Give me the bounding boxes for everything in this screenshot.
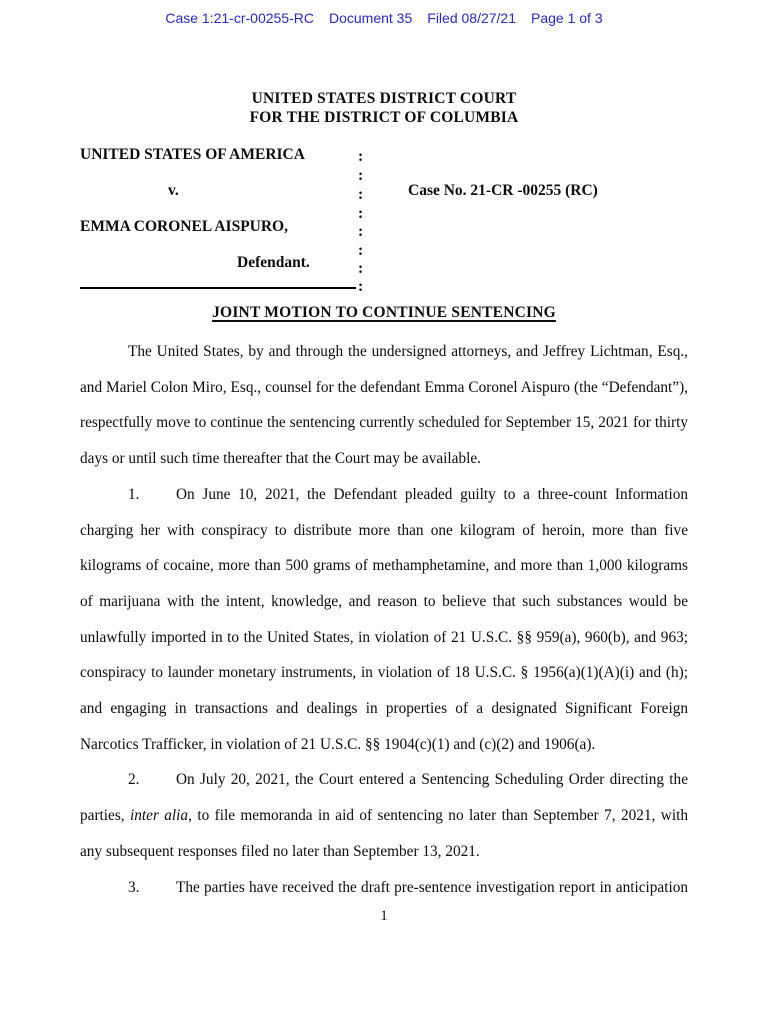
court-district: FOR THE DISTRICT OF COLUMBIA <box>249 109 519 126</box>
court-name: UNITED STATES DISTRICT COURT <box>251 90 517 107</box>
stamp-case-number: Case 1:21-cr-00255-RC <box>165 10 314 26</box>
case-caption <box>80 144 688 294</box>
paragraph-3-text: The parties have received the draft pre-sentence investigation report in anticipation <box>176 878 688 896</box>
paragraph-3 <box>80 870 688 906</box>
paragraph-2-text-pre: On July 20, 2021, the Court entered a Sentencing Scheduling Order directing the parties, <box>80 771 688 825</box>
paragraph-1-number: 1. <box>128 485 140 503</box>
paragraph-intro <box>80 334 688 477</box>
plaintiff-name: UNITED STATES OF AMERICA <box>80 146 305 163</box>
case-number: Case No. 21-CR -00255 (RC) <box>408 182 598 199</box>
paragraph-1-text: On June 10, 2021, the Defendant pleaded guilty to a three-count Information charging her with conspiracy to distribute more than one kilogram of heroin, more than five kilograms of cocaine, more than 500 grams of methamphetamine, and more than 1,000 kilograms of marijuana with the intent, knowledge, and reason to believe that such substances would be unlawfully imported in to the United States, in violation of 21 U.S.C. §§ 959(a), 960(b), and 963; conspiracy to launder monetary instruments, in violation of 18 U.S.C. § 1956(a)(1)(A)(i) and (h); and engaging in transactions and dealings in properties of a designated Significant Foreign Narcotics Trafficker, in violation of 21 U.S.C. §§ 1904(c)(1) and (c)(2) and 1906(a). <box>80 485 688 753</box>
caption-colon: : <box>358 167 364 184</box>
caption-colon: : <box>358 223 364 240</box>
latin-phrase-italic: inter alia <box>130 807 189 825</box>
motion-body <box>80 334 688 905</box>
caption-colon: : <box>358 148 364 165</box>
stamp-page-count: Page 1 of 3 <box>531 10 603 26</box>
motion-title: JOINT MOTION TO CONTINUE SENTENCING <box>212 304 556 321</box>
caption-colon: : <box>358 260 364 277</box>
paragraph-2 <box>80 762 688 869</box>
defendant-label: Defendant. <box>237 254 310 271</box>
court-heading <box>0 89 768 127</box>
page-number: 1 <box>380 908 388 924</box>
stamp-document-number: Document 35 <box>328 10 413 26</box>
caption-underline <box>80 287 356 289</box>
paragraph-intro-text: The United States, by and through the undersigned attorneys, and Jeffrey Lichtman, Esq., and Mariel Colon Miro, Esq., counsel for the defendant Emma Coronel Aispuro (the “Defendant”), respectfully move to continue the sentencing currently scheduled for September 15, 2021 for thirty days or until such time thereafter that the Court may be available. <box>80 343 688 468</box>
paragraph-2-number: 2. <box>128 771 140 789</box>
caption-colon: : <box>358 242 364 259</box>
defendant-name: EMMA CORONEL AISPURO, <box>80 218 288 235</box>
caption-colon: : <box>358 278 364 295</box>
paragraph-2-text-post: , to file memoranda in aid of sentencing no later than September 7, 2021, with any subsequent responses filed no later than September 13, 2021. <box>80 807 688 860</box>
stamp-filed-date: Filed 08/27/21 <box>427 10 516 26</box>
paragraph-3-number: 3. <box>128 878 140 896</box>
ecf-header-stamp <box>0 10 768 26</box>
paragraph-1 <box>80 477 688 763</box>
versus-label: v. <box>168 182 179 199</box>
caption-colon: : <box>358 205 364 222</box>
caption-colon: : <box>358 186 364 203</box>
